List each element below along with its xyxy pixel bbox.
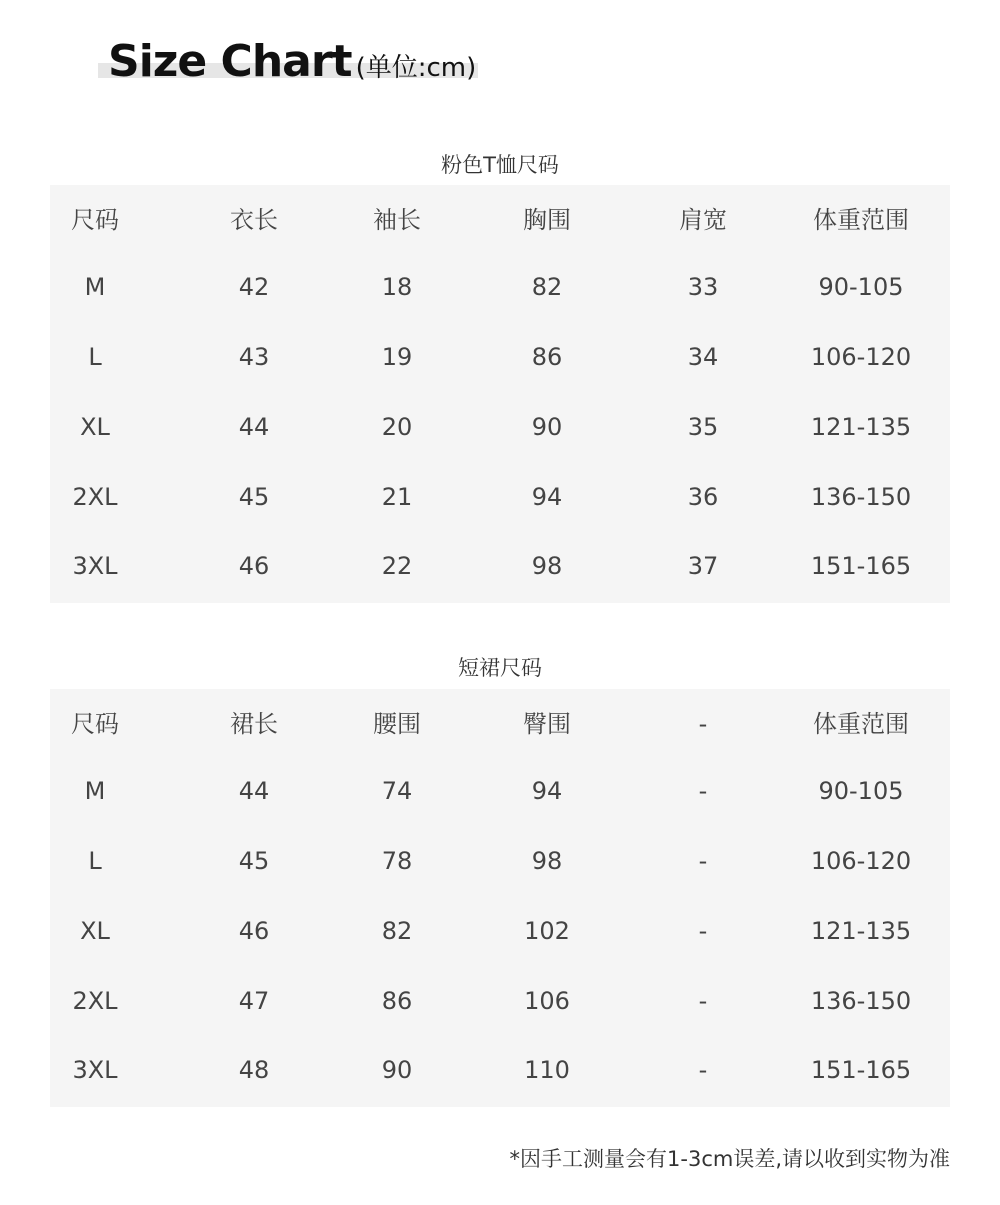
table-row [50, 966, 950, 1036]
column-header: 衣长 [230, 206, 278, 234]
skirt-table-title: 短裙尺码 [458, 656, 542, 680]
table-row [50, 756, 950, 826]
table-cell: 90-105 [818, 273, 904, 301]
page-header [108, 36, 476, 86]
table-cell: 151-165 [810, 552, 912, 580]
table-cell: 94 [531, 777, 563, 805]
table-row [50, 252, 950, 322]
table-cell: 45 [238, 483, 270, 511]
table-cell: M [84, 273, 106, 301]
tshirt-size-table [50, 185, 950, 603]
table-cell: 20 [381, 413, 413, 441]
table-cell: 106 [524, 987, 570, 1015]
table-cell: 47 [238, 987, 270, 1015]
table-cell: 46 [238, 552, 270, 580]
table-cell: 3XL [72, 552, 118, 580]
table-cell: 102 [524, 917, 570, 945]
table-cell: 45 [238, 847, 270, 875]
table-cell: 36 [687, 483, 719, 511]
table-cell: 46 [238, 917, 270, 945]
table-header-row [50, 689, 950, 759]
table-row [50, 826, 950, 896]
table-cell: XL [80, 917, 110, 945]
table-cell: 90-105 [818, 777, 904, 805]
table-cell: - [698, 1056, 708, 1084]
column-header: 尺码 [71, 206, 119, 234]
table-row [50, 462, 950, 532]
table-cell: - [698, 777, 708, 805]
table-cell: 90 [531, 413, 563, 441]
column-header: 体重范围 [813, 710, 909, 738]
column-header: 胸围 [523, 206, 571, 234]
table-cell: 33 [687, 273, 719, 301]
table-cell: 98 [531, 552, 563, 580]
table-cell: 106-120 [810, 847, 912, 875]
table-cell: 35 [687, 413, 719, 441]
table-cell: 82 [531, 273, 563, 301]
table-header-row [50, 185, 950, 255]
table-cell: - [698, 987, 708, 1015]
table-cell: 136-150 [810, 483, 912, 511]
table-cell: - [698, 917, 708, 945]
column-header: 臀围 [523, 710, 571, 738]
table-cell: 22 [381, 552, 413, 580]
table-cell: 3XL [72, 1056, 118, 1084]
table-row [50, 531, 950, 601]
page-title: Size Chart [108, 36, 352, 87]
table-cell: 37 [687, 552, 719, 580]
column-header: 袖长 [373, 206, 421, 234]
column-header: 腰围 [373, 710, 421, 738]
table-cell: 48 [238, 1056, 270, 1084]
table-row [50, 1035, 950, 1105]
table-cell: 19 [381, 343, 413, 371]
column-header: - [698, 710, 708, 738]
table-cell: - [698, 847, 708, 875]
table-cell: 151-165 [810, 1056, 912, 1084]
table-cell: 121-135 [810, 917, 912, 945]
table-cell: 2XL [72, 483, 118, 511]
table-row [50, 392, 950, 462]
table-cell: M [84, 777, 106, 805]
table-cell: 21 [381, 483, 413, 511]
table-cell: 82 [381, 917, 413, 945]
table-row [50, 896, 950, 966]
table-cell: 106-120 [810, 343, 912, 371]
table-row [50, 322, 950, 392]
table-cell: 86 [381, 987, 413, 1015]
table-cell: 44 [238, 777, 270, 805]
table-cell: 44 [238, 413, 270, 441]
column-header: 体重范围 [813, 206, 909, 234]
measurement-note: *因手工测量会有1-3cm误差,请以收到实物为准 [509, 1147, 950, 1171]
table-cell: L [88, 343, 102, 371]
table-cell: 18 [381, 273, 413, 301]
table-cell: 74 [381, 777, 413, 805]
unit-label: (单位:cm) [355, 53, 477, 83]
table-cell: 34 [687, 343, 719, 371]
table-cell: 94 [531, 483, 563, 511]
table-cell: 121-135 [810, 413, 912, 441]
tshirt-table-title: 粉色T恤尺码 [441, 153, 559, 177]
table-cell: 86 [531, 343, 563, 371]
table-cell: 90 [381, 1056, 413, 1084]
column-header: 尺码 [71, 710, 119, 738]
table-cell: L [88, 847, 102, 875]
table-cell: XL [80, 413, 110, 441]
column-header: 裙长 [230, 710, 278, 738]
column-header: 肩宽 [679, 206, 727, 234]
table-cell: 110 [524, 1056, 570, 1084]
table-cell: 98 [531, 847, 563, 875]
table-cell: 2XL [72, 987, 118, 1015]
table-cell: 78 [381, 847, 413, 875]
table-cell: 136-150 [810, 987, 912, 1015]
table-cell: 42 [238, 273, 270, 301]
skirt-size-table [50, 689, 950, 1107]
table-cell: 43 [238, 343, 270, 371]
